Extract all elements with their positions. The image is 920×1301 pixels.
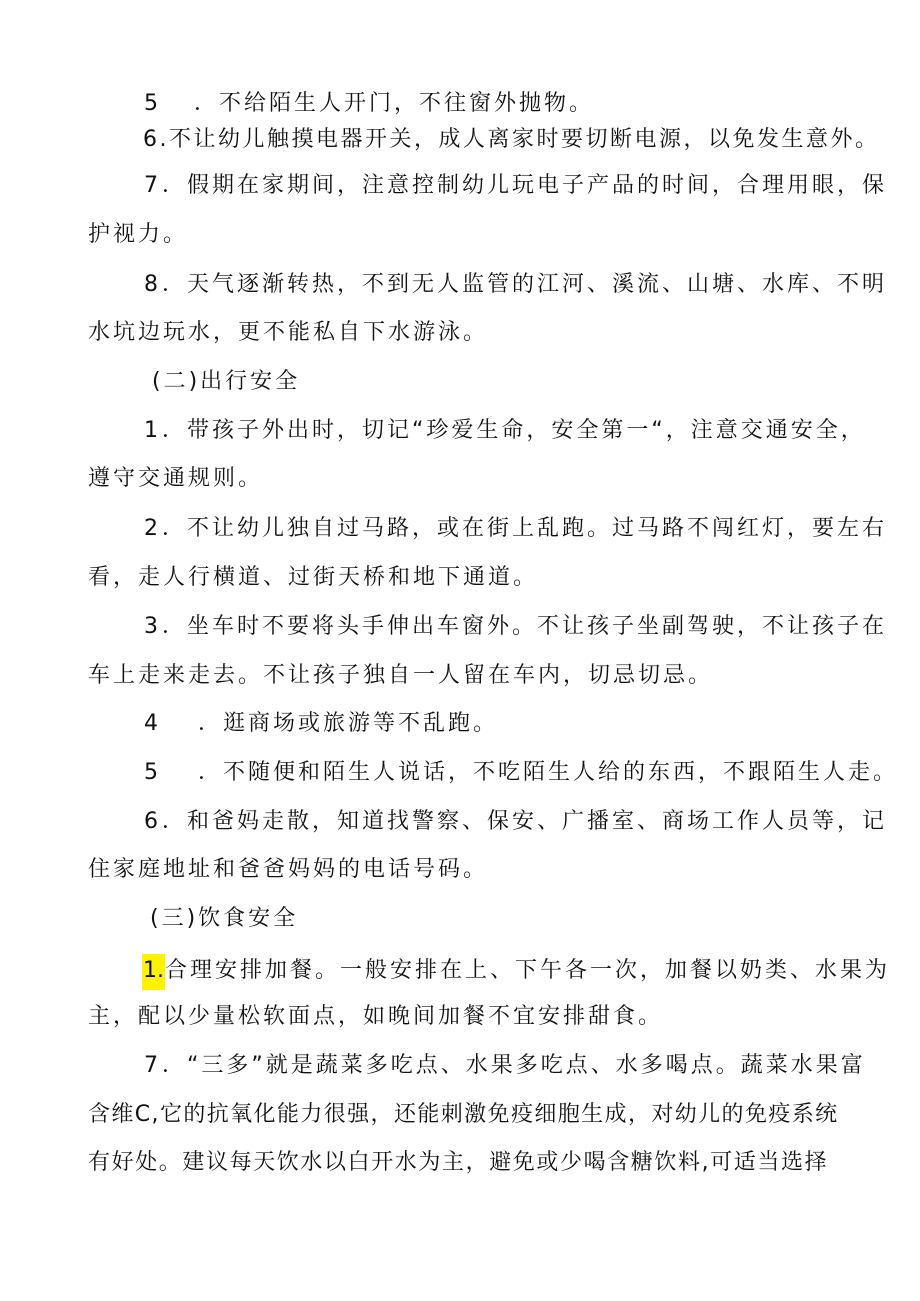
item-text: ．“三多”就是蔬菜多吃点、水果多吃点、水多喝点。蔬菜水果富 [162, 1053, 866, 1078]
text-line [88, 563, 538, 593]
item-text: ．不随便和陌生人说话，不吃陌生人给的东西，不跟陌生人走。 [198, 760, 899, 785]
text-line [88, 1100, 839, 1130]
heading-text: (二)出行安全 [152, 369, 301, 394]
item-text: 6.不让幼儿触摸电器开关，成人离家时要切断电源，以免发生意外。 [143, 127, 880, 152]
list-item [144, 171, 887, 201]
item-text: ．坐车时不要将头手伸出车窗外。不让孩子坐副驾驶，不让孩子在 [162, 614, 888, 639]
text-line [88, 220, 188, 250]
item-text: 主，配以少量松软面点，如晚间加餐不宜安排甜食。 [88, 1004, 664, 1029]
list-item [144, 1051, 866, 1081]
item-text: 车上走来走去。不让孩子独自一人留在车内，切忌切忌。 [88, 663, 714, 688]
text-line [88, 661, 713, 691]
item-text: 遵守交通规则。 [88, 466, 264, 491]
item-number: 1 [144, 418, 161, 443]
item-text: 护视力。 [88, 222, 189, 247]
item-number: 5 [144, 760, 161, 785]
item-text: ．不让幼儿独自过马路，或在街上乱跑。过马路不闯红灯，要左右 [162, 516, 888, 541]
item-text: ．天气逐渐转热，不到无人监管的江河、溪流、山塘、水库、不明 [162, 272, 888, 297]
item-number: 2 [144, 516, 161, 541]
item-number: 5 [144, 91, 161, 116]
section-heading [152, 367, 300, 397]
item-text: ．假期在家期间，注意控制幼儿玩电子产品的时间，合理用眼，保 [162, 173, 888, 198]
item-text: 合理安排加餐。一般安排在上、下午各一次，加餐以奶类、水果为 [165, 958, 891, 983]
item-number: 7 [144, 1053, 161, 1078]
list-item [142, 954, 890, 990]
item-text: ．和爸妈走散，知道找警察、保安、广播室、商场工作人员等，记 [162, 809, 888, 834]
heading-text: (三)饮食安全 [150, 906, 299, 931]
item-text: 有好处。建议每天饮水以白开水为主，避免或少喝含糖饮料,可适当选择 [88, 1150, 829, 1175]
list-item [144, 807, 887, 837]
item-text: ．不给陌生人开门，不往窗外抛物。 [194, 91, 595, 116]
text-line [88, 855, 488, 885]
highlighted-item-number: 1. [142, 954, 165, 990]
list-item [144, 758, 898, 788]
item-number: 3 [144, 614, 161, 639]
list-item [144, 270, 887, 300]
list-item [144, 709, 498, 739]
item-text: ．带孩子外出时，切记“珍爱生命，安全第一“，注意交通安全， [162, 418, 866, 443]
list-item [144, 416, 866, 446]
item-text: 水坑边玩水，更不能私自下水游泳。 [88, 320, 489, 345]
item-number: 4 [144, 711, 161, 736]
item-text: 住家庭地址和爸爸妈妈的电话号码。 [88, 857, 489, 882]
list-item [143, 125, 880, 155]
item-number: 7 [144, 173, 161, 198]
text-line [88, 1148, 828, 1178]
item-number: 6 [144, 809, 161, 834]
section-heading [150, 904, 298, 934]
text-line [88, 1002, 663, 1032]
list-item [144, 89, 594, 119]
item-text: 看，走人行横道、过街天桥和地下通道。 [88, 565, 539, 590]
text-line [88, 464, 263, 494]
item-text: ．逛商场或旅游等不乱跑。 [198, 711, 499, 736]
item-number: 8 [144, 272, 161, 297]
list-item [144, 514, 887, 544]
list-item [144, 612, 887, 642]
text-line [88, 318, 488, 348]
item-text: 含维C,它的抗氧化能力很强，还能刺激免疫细胞生成，对幼儿的免疫系统 [88, 1102, 839, 1127]
